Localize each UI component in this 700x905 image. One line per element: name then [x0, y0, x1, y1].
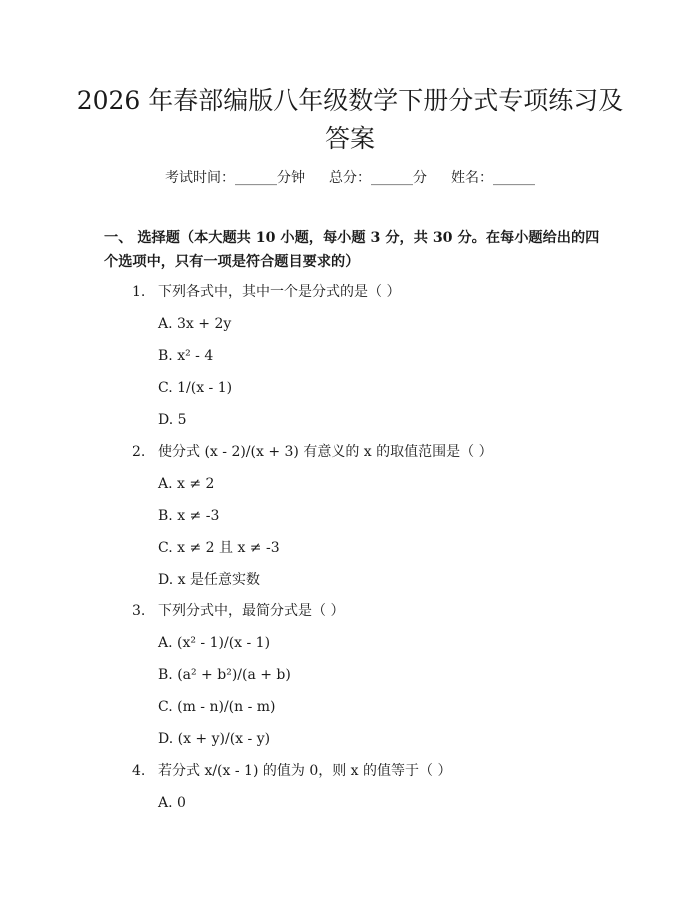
question-number: 2.	[132, 444, 146, 460]
question-1	[132, 282, 400, 302]
option-1b: B. x² - 4	[158, 348, 214, 364]
question-stem: 若分式 x/(x - 1) 的值为 0，则 x 的值等于（ ）	[158, 763, 452, 779]
option-1a: A. 3x + 2y	[158, 316, 232, 332]
option-1c: C. 1/(x - 1)	[158, 380, 233, 396]
page-title: 2026 年春部编版八年级数学下册分式专项练习及答案	[76, 86, 624, 153]
question-number: 3.	[132, 603, 146, 619]
section-heading: 一、 选择题（本大题共 10 小题，每小题 3 分，共 30 分。在每小题给出的四个选项中，只有一项是符合题目要求的）	[104, 230, 600, 270]
question-number: 4.	[132, 763, 146, 779]
exam-time-field: 考试时间：______分钟	[165, 170, 305, 186]
name-field: 姓名：______	[451, 170, 535, 186]
total-score-field: 总分：______分	[329, 170, 427, 186]
option-2c: C. x ≠ 2 且 x ≠ -3	[158, 540, 280, 556]
question-2	[132, 442, 493, 462]
option-4a: A. 0	[158, 795, 186, 811]
option-3a: A. (x² - 1)/(x - 1)	[158, 635, 271, 651]
option-3d: D. (x + y)/(x - y)	[158, 731, 271, 747]
option-2a: A. x ≠ 2	[158, 476, 215, 492]
question-4	[132, 761, 451, 781]
option-2b: B. x ≠ -3	[158, 508, 220, 524]
option-3b: B. (a² + b²)/(a + b)	[158, 667, 291, 683]
exam-meta	[0, 168, 700, 188]
option-1d: D. 5	[158, 412, 187, 428]
option-3c: C. (m - n)/(n - m)	[158, 699, 276, 715]
question-stem: 下列分式中，最简分式是（ ）	[158, 603, 345, 619]
question-stem: 使分式 (x - 2)/(x + 3) 有意义的 x 的取值范围是（ ）	[158, 444, 493, 460]
question-number: 1.	[132, 284, 146, 300]
option-2d: D. x 是任意实数	[158, 572, 260, 588]
question-3	[132, 601, 344, 621]
question-stem: 下列各式中，其中一个是分式的是（ ）	[158, 284, 401, 300]
